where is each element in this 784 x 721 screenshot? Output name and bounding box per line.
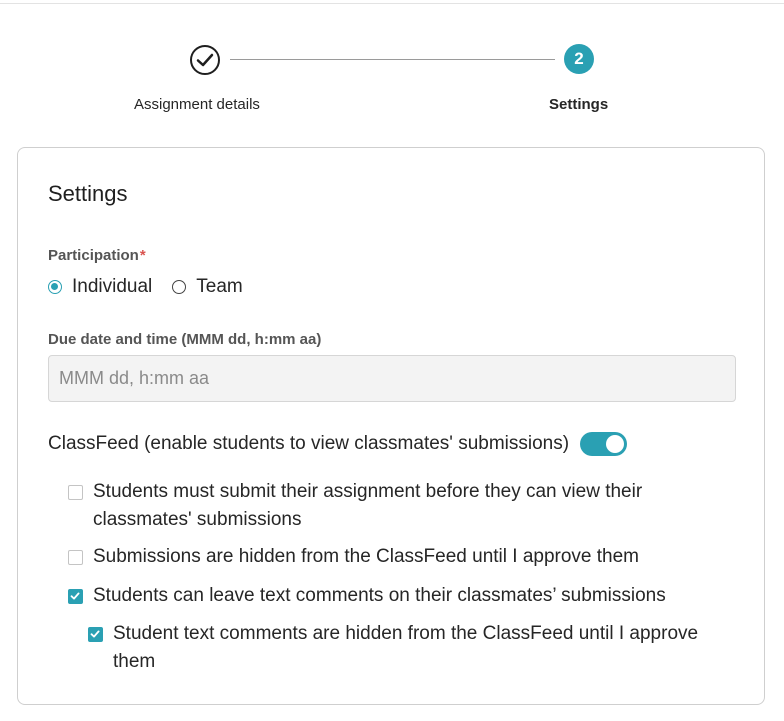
required-asterisk: *: [139, 247, 146, 264]
top-divider: [0, 3, 784, 4]
checkbox-submit-before-view[interactable]: [68, 485, 83, 500]
classfeed-option-hide-until-approved[interactable]: [68, 543, 728, 571]
option-label: Students must submit their assignment before they can view their classmates' submissions: [93, 481, 643, 530]
step-label-settings: Settings: [549, 96, 609, 113]
stepper-connector-line: [230, 59, 555, 60]
settings-card: [17, 147, 765, 705]
radio-option-individual[interactable]: [48, 276, 152, 298]
card-title: Settings: [48, 181, 128, 206]
classfeed-option-hide-comments-until-approved[interactable]: [88, 620, 718, 676]
radio-individual-label: Individual: [72, 276, 153, 297]
step-label-assignment-details: Assignment details: [134, 96, 260, 113]
checkbox-allow-comments[interactable]: [68, 589, 83, 604]
participation-label-text: Participation: [48, 247, 139, 264]
checkmark-icon: [70, 591, 80, 601]
checkbox-hide-until-approved[interactable]: [68, 550, 83, 565]
option-label: Student text comments are hidden from the ClassFeed until I approve them: [113, 623, 699, 672]
checkbox-hide-comments-until-approved[interactable]: [88, 627, 103, 642]
due-date-input[interactable]: [48, 355, 736, 402]
radio-team[interactable]: [172, 280, 186, 294]
option-label: Submissions are hidden from the ClassFeed until I approve them: [93, 546, 639, 567]
participation-radio-group: [48, 276, 243, 298]
participation-label: [48, 247, 146, 264]
radio-individual[interactable]: [48, 280, 62, 294]
radio-team-label: Team: [196, 276, 243, 297]
classfeed-option-allow-comments[interactable]: [68, 582, 758, 610]
classfeed-label: ClassFeed (enable students to view classmates' submissions): [48, 433, 570, 454]
step-number-badge: 2: [564, 44, 594, 74]
due-date-label: Due date and time (MMM dd, h:mm aa): [48, 331, 322, 348]
classfeed-option-submit-before-view[interactable]: [68, 478, 718, 534]
step-completed-check-icon: [190, 45, 220, 75]
classfeed-toggle[interactable]: [580, 432, 627, 456]
option-label: Students can leave text comments on their classmates’ submissions: [93, 585, 666, 606]
classfeed-row: [48, 432, 627, 456]
checkmark-icon: [90, 629, 100, 639]
radio-option-team[interactable]: [172, 276, 242, 298]
